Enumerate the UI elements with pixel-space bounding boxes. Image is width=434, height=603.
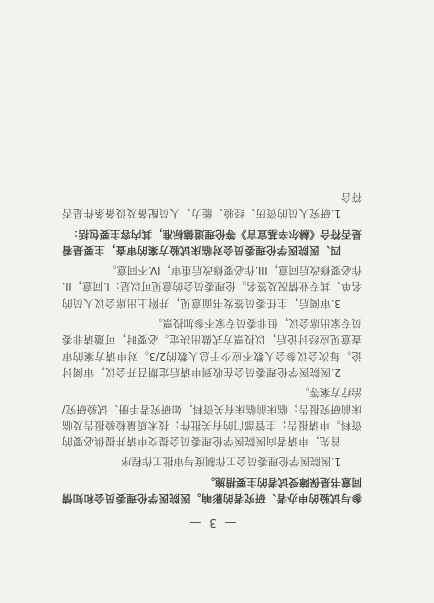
paragraph-application: 首先，申请者向医院医学伦理委员会提交申请并提供必要的资料。申请报告；主管部门的有关批件；技术质量检验报告及临床前研究报告；临床前临床有关资料，如研究者手册、试验研究/治疗方案等。 [62, 386, 362, 448]
paragraph-heading-1: 1.医院医学伦理委员会工作制度与审批工作程序 [120, 455, 341, 468]
upside-down-text-block [62, 30, 362, 530]
paragraph-section-4: 四、医院医学伦理委员会对临床试验方案的审查，主要是看是否符合《赫尔辛基宣言》等伦理道德标准，其内容主要包括： [62, 227, 362, 256]
paragraph-item-1: 1.研究人员的资历、经验、能力、人员配备及设备条件是否符合 [62, 190, 362, 220]
page-number: — 3 — [187, 516, 237, 530]
paragraph-review-result: 3.审阅后，主任委员签发书面意见，并附上出席会议人员的名单、其专业情况及签名。伦理委员会的意见可以是：I.同意，II.作必要修改后同意，III.作必要修改后重审，IV.不同意。 [62, 264, 362, 309]
paragraph-intro: 参与试验的申办者、研究者的影响。医院医学伦理委员会和知情同意书是保障受试者的主要措施。 [62, 475, 362, 504]
paragraph-meeting: 2.医院医学伦理委员会在收到申请后定期召开会议，审阅讨论。每次会议参会人数不应少于总人数的2/3。对申请方案的审查意见应经讨论后，以投票方式做出决定。必要时，可邀请非委员专家出席会议，但非委员专家不参加投票。 [62, 317, 362, 378]
